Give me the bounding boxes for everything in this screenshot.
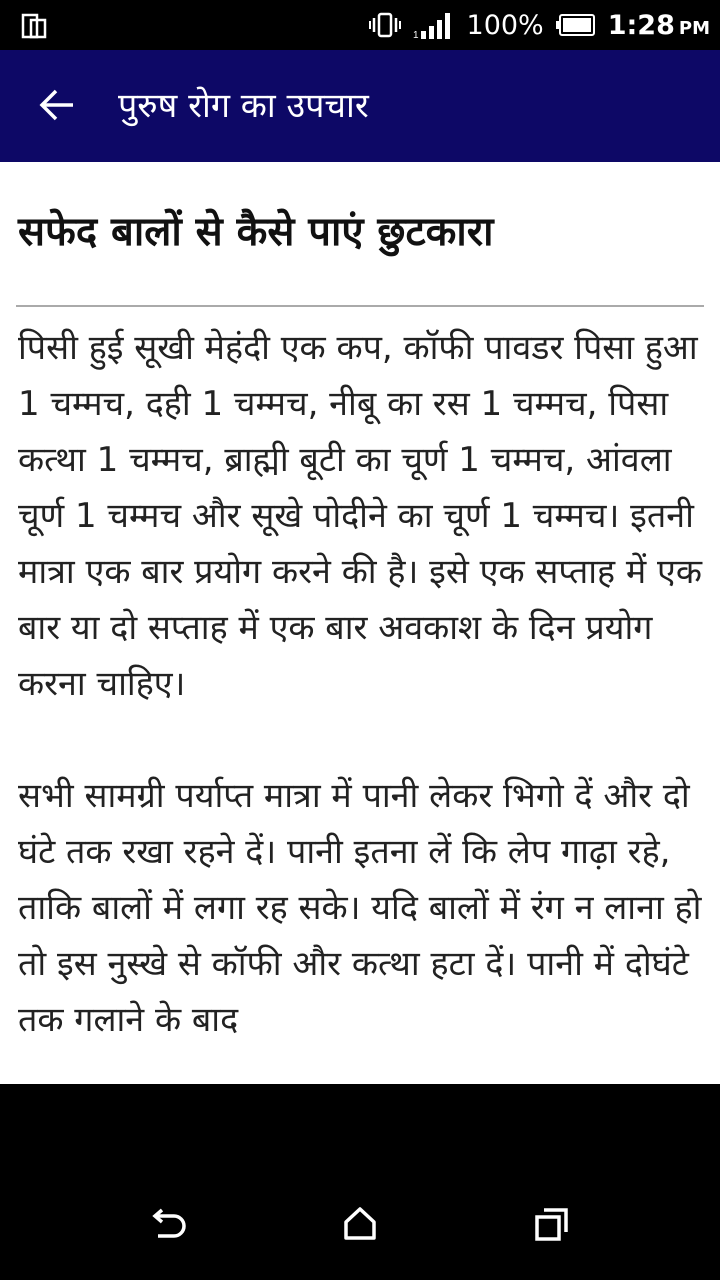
title-divider — [16, 305, 704, 307]
clock — [608, 10, 710, 41]
clock-time: 1:28 — [607, 9, 675, 41]
arrow-left-icon — [39, 89, 75, 121]
home-nav-icon — [342, 1206, 378, 1242]
app-bar — [0, 50, 720, 162]
nav-home-button[interactable] — [330, 1194, 390, 1254]
article-paragraph: सभी सामग्री पर्याप्त मात्रा में पानी लेकर भिगो दें और दो घंटे तक रखा रहने दें। पानी इतना लें कि लेप गाढ़ा रहे, ताकि बालों में लगा रह सके। यदि बालों में रंग न लाना हो तो इस नुस्खे से कॉफी और कत्था हटा दें। पानी में दोघंटे तक गलाने के बाद — [18, 776, 702, 1040]
article-scroll-area[interactable] — [0, 162, 720, 1084]
svg-text:1: 1 — [412, 30, 419, 39]
nav-recents-button[interactable] — [522, 1194, 582, 1254]
article-title: सफेद बालों से कैसे पाएं छुटकारा — [18, 209, 494, 255]
back-nav-icon — [148, 1206, 188, 1242]
back-button[interactable] — [32, 80, 82, 130]
battery-icon — [556, 14, 596, 36]
nav-back-button[interactable] — [138, 1194, 198, 1254]
battery-percent: 100% — [466, 9, 544, 41]
clock-ampm: PM — [678, 17, 710, 39]
article-paragraph: पिसी हुई सूखी मेहंदी एक कप, कॉफी पावडर पिसा हुआ 1 चम्मच, दही 1 चम्मच, नीबू का रस 1 चम्मच, पिसा कत्था 1 चम्मच, ब्राह्मी बूटी का चूर्ण 1 चम्मच, आंवला चूर्ण 1 चम्मच और सूखे पोदीने का चूर्ण 1 चम्मच। इतनी मात्रा एक बार प्रयोग करने की है। इसे एक सप्ताह में एक बार या दो सप्ताह में एक बार अवकाश के दिन प्रयोग करना चाहिए। — [18, 328, 702, 704]
system-nav-bar — [0, 1084, 720, 1280]
recents-nav-icon — [534, 1206, 570, 1242]
signal-icon — [413, 11, 455, 39]
vibrate-icon — [369, 12, 401, 38]
status-bar — [0, 0, 720, 50]
app-bar-title: पुरुष रोग का उपचार — [118, 86, 369, 126]
article-body — [18, 320, 706, 1084]
sim-card-icon — [20, 12, 48, 40]
